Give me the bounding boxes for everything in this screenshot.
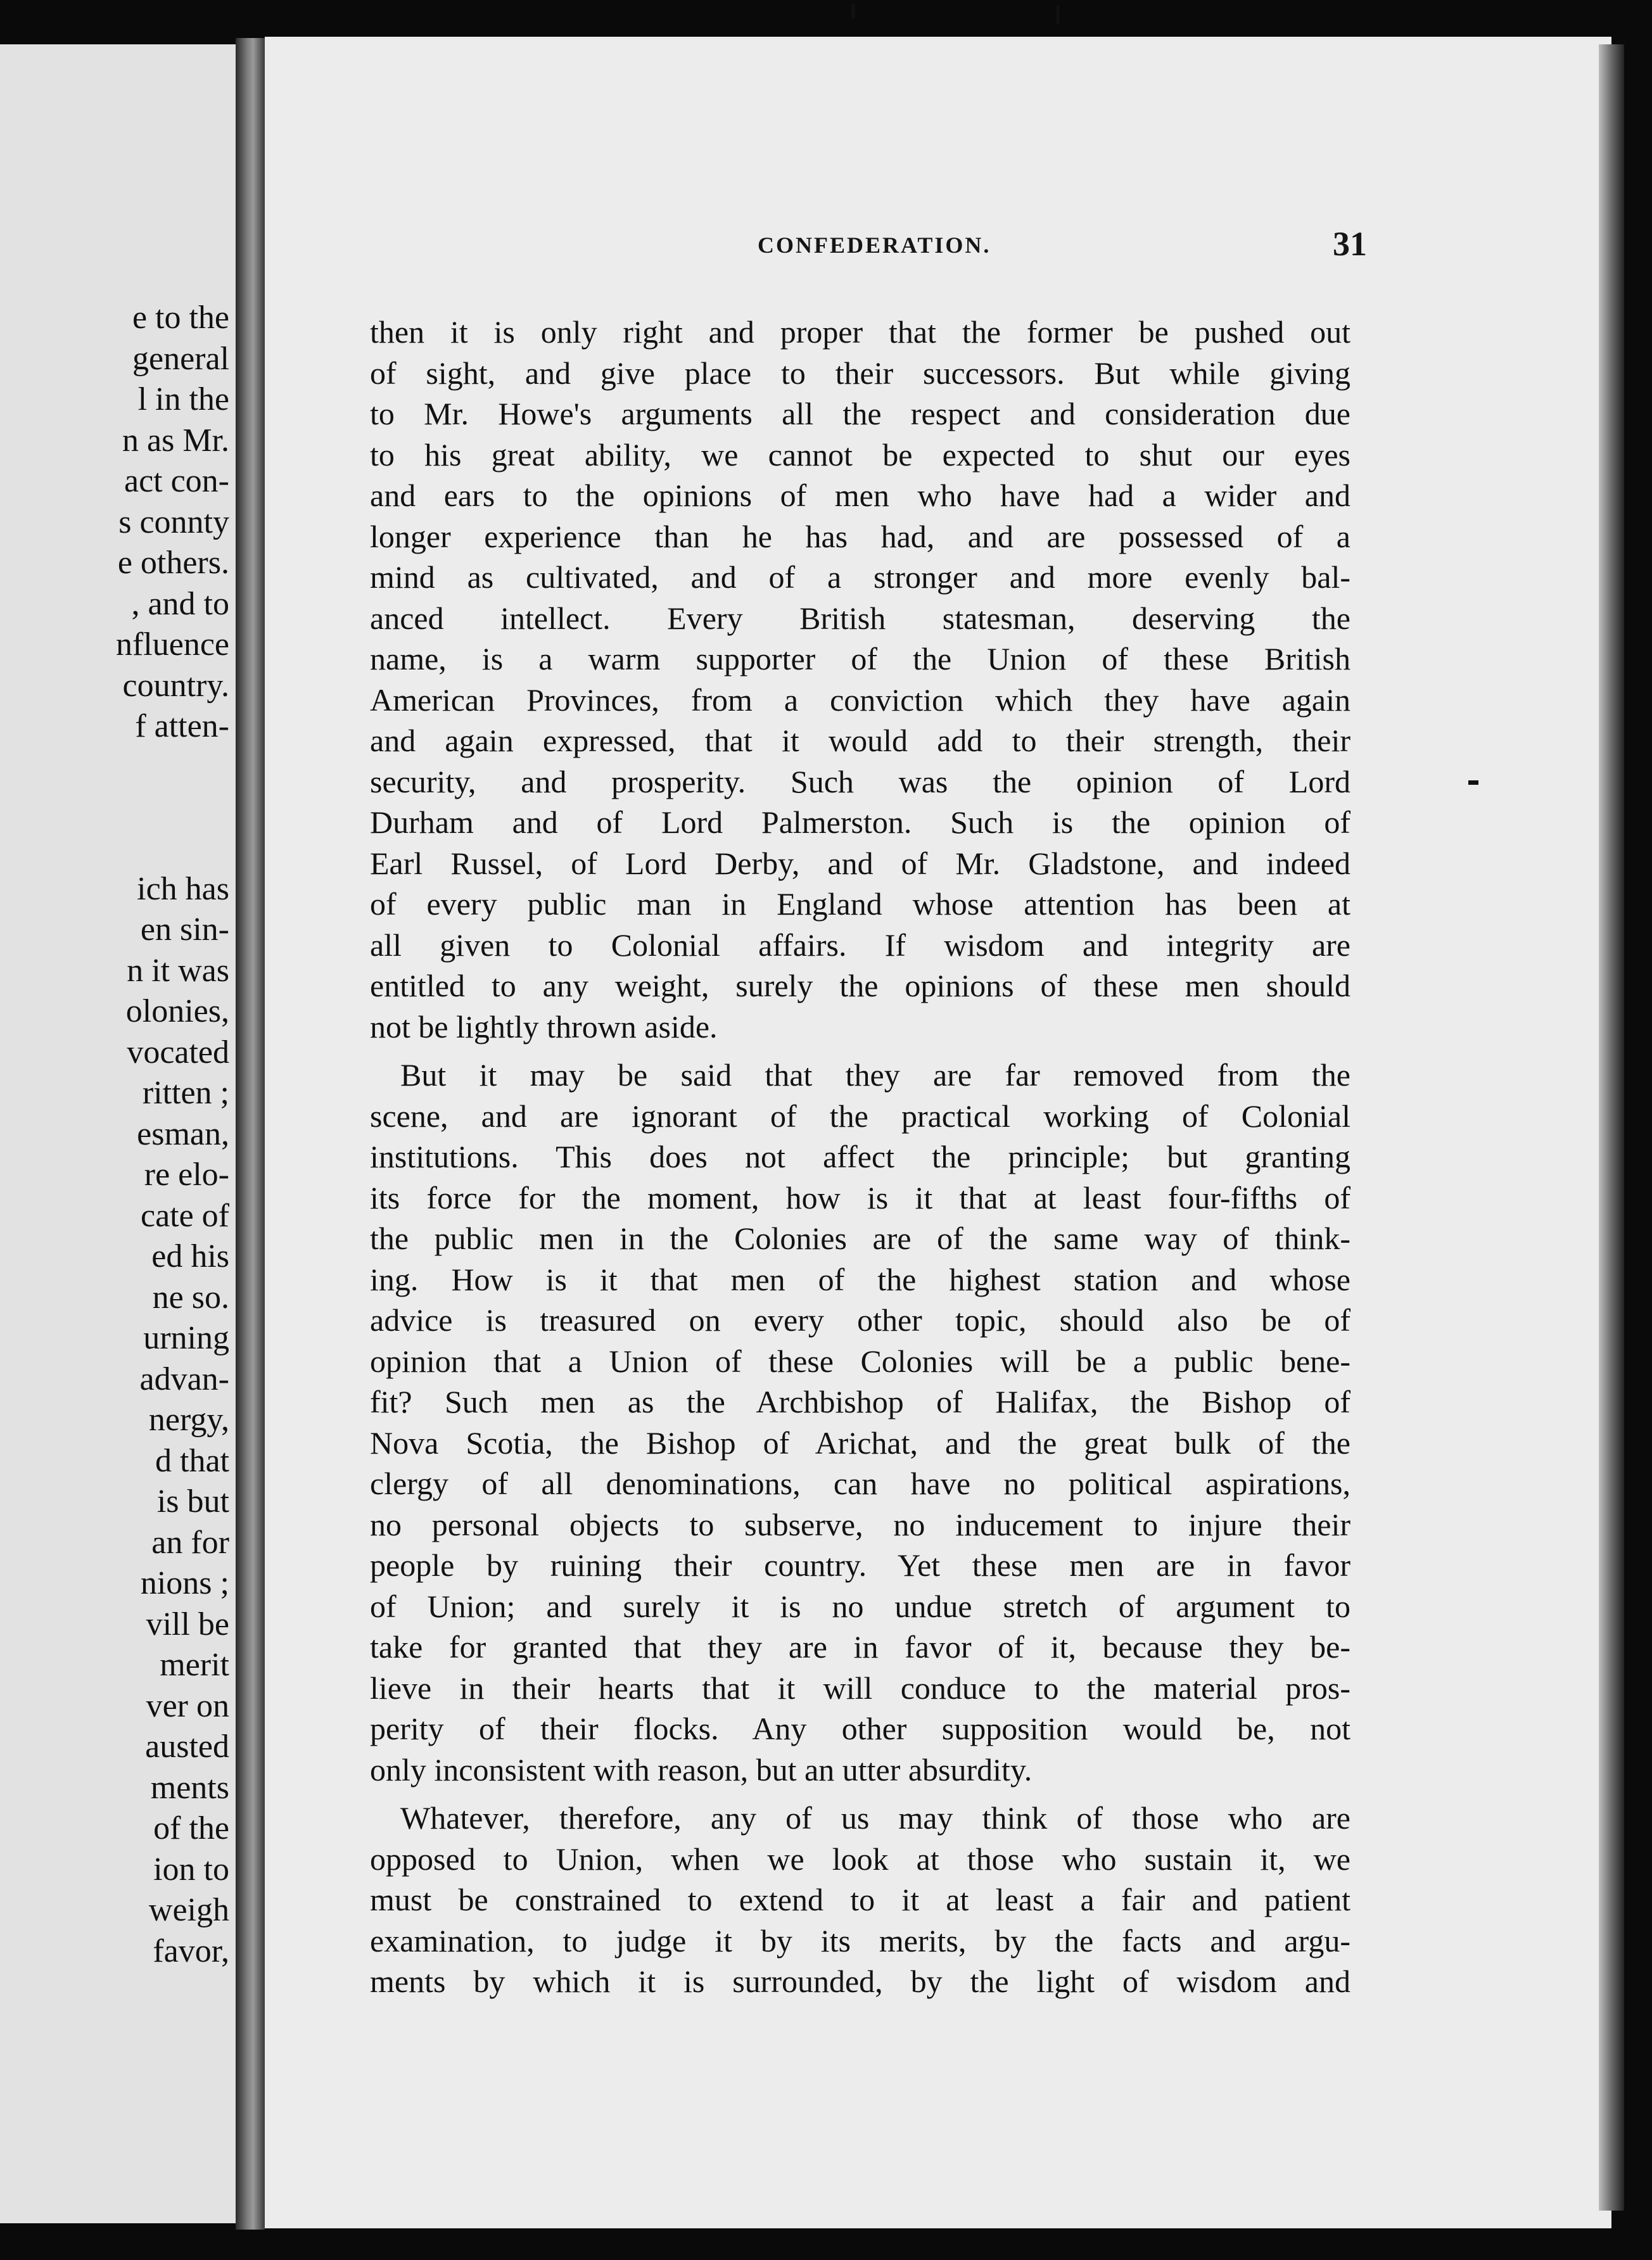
text-line: security, and prosperity. Such was the opinion of Lord — [370, 763, 1350, 799]
scan-speck — [1057, 5, 1059, 24]
text-line: But it may be said that they are far removed from the — [400, 1057, 1350, 1093]
facing-page-line: urning — [143, 1320, 229, 1356]
text-line: fit? Such men as the Archbishop of Halifax, the Bishop of — [370, 1384, 1350, 1419]
facing-page-line: ments — [150, 1769, 229, 1806]
scan-speck — [1468, 780, 1478, 785]
text-line: only inconsistent with reason, but an utter absurdity. — [370, 1751, 1032, 1787]
text-line: Whatever, therefore, any of us may think of those who are — [400, 1800, 1350, 1836]
text-line: scene, and are ignorant of the practical working of Colonial — [370, 1098, 1350, 1134]
text-line: people by ruining their country. Yet these men are in favor — [370, 1547, 1350, 1583]
text-line: take for granted that they are in favor of it, because they be- — [370, 1629, 1350, 1665]
text-line: lieve in their hearts that it will conduce to the material pros- — [370, 1670, 1350, 1706]
facing-page-line: merit — [160, 1647, 229, 1683]
facing-page-line: weigh — [148, 1892, 229, 1928]
text-line: name, is a warm supporter of the Union of these British — [370, 641, 1350, 676]
page-number: 31 — [1333, 225, 1367, 263]
facing-page-line: act con- — [124, 463, 229, 499]
running-head: CONFEDERATION. — [758, 232, 991, 258]
text-line: perity of their flocks. Any other supposition would be, not — [370, 1711, 1350, 1746]
text-line: American Provinces, from a conviction which they have again — [370, 682, 1350, 718]
text-line: of sight, and give place to their successors. But while giving — [370, 355, 1350, 391]
text-line: anced intellect. Every British statesman, deserving the — [370, 600, 1350, 636]
facing-page-line: f atten- — [135, 708, 229, 744]
text-line: ments by which it is surrounded, by the light of wisdom and — [370, 1964, 1350, 1999]
text-line: mind as cultivated, and of a stronger and more evenly bal- — [370, 559, 1350, 595]
facing-page-line: esman, — [137, 1115, 229, 1152]
facing-page-line: country. — [122, 667, 229, 704]
text-line: Durham and of Lord Palmerston. Such is the opinion of — [370, 804, 1350, 840]
facing-page-line: ed his — [151, 1238, 229, 1274]
text-line: Nova Scotia, the Bishop of Arichat, and the great bulk of the — [370, 1425, 1350, 1461]
book-gutter — [236, 38, 265, 2230]
text-line: of Union; and surely it is no undue stretch of argument to — [370, 1588, 1350, 1624]
facing-page-line: nergy, — [148, 1402, 229, 1438]
facing-page-line: , and to — [131, 585, 229, 622]
text-line: opinion that a Union of these Colonies will be a public bene- — [370, 1343, 1350, 1379]
facing-page-line: favor, — [153, 1933, 229, 1969]
facing-page-line: n as Mr. — [122, 422, 229, 459]
text-line: and ears to the opinions of men who have had a wider and — [370, 478, 1350, 513]
facing-page-line: e others. — [117, 545, 229, 581]
text-line: and again expressed, that it would add to their strength, their — [370, 723, 1350, 758]
facing-page-line: vocated — [127, 1034, 229, 1070]
text-line: then it is only right and proper that the former be pushed out — [370, 314, 1350, 350]
text-line: to his great ability, we cannot be expected to shut our eyes — [370, 436, 1350, 473]
facing-page-line: is but — [156, 1483, 229, 1520]
scan-speck — [851, 4, 855, 19]
facing-page-line: n it was — [127, 952, 229, 989]
page-edge — [1599, 44, 1624, 2211]
text-line: institutions. This does not affect the principle; but granting — [370, 1139, 1350, 1174]
facing-page-line: nfluence — [115, 626, 229, 663]
text-line: clergy of all denominations, can have no political aspirations, — [370, 1466, 1350, 1501]
text-line: Earl Russel, of Lord Derby, and of Mr. Gladstone, and indeed — [370, 845, 1350, 881]
text-line: opposed to Union, when we look at those who sustain it, we — [370, 1841, 1350, 1877]
facing-page-line: ich has — [137, 870, 229, 907]
facing-page-line: ver on — [146, 1687, 229, 1724]
text-line: to Mr. Howe's arguments all the respect and consideration due — [370, 396, 1350, 431]
facing-page-line: ion to — [153, 1851, 229, 1888]
facing-page-text — [0, 298, 229, 1972]
facing-page-line: re elo- — [144, 1157, 229, 1193]
text-line: ing. How is it that men of the highest station and whose — [370, 1261, 1350, 1297]
facing-page-line: d that — [155, 1442, 229, 1479]
facing-page-line: ritten ; — [142, 1075, 229, 1111]
facing-page-line: l in the — [137, 381, 229, 417]
paragraph — [370, 1798, 1350, 2002]
facing-page-line: s connty — [118, 504, 229, 540]
text-line: the public men in the Colonies are of the same way of think- — [370, 1221, 1350, 1256]
facing-page-line: advan- — [139, 1361, 229, 1397]
paragraph — [370, 1055, 1350, 1790]
facing-page-line: an for — [151, 1524, 229, 1561]
text-line: must be constrained to extend to it at least a fair and patient — [370, 1882, 1350, 1917]
body-text — [370, 312, 1350, 2010]
text-line: no personal objects to subserve, no inducement to injure their — [370, 1506, 1350, 1542]
text-line: entitled to any weight, surely the opinions of these men should — [370, 968, 1350, 1003]
text-line: longer experience than he has had, and are possessed of a — [370, 518, 1350, 554]
facing-page-line: general — [132, 340, 229, 377]
facing-page-line: nions ; — [140, 1565, 229, 1601]
facing-page-line: of the — [153, 1810, 229, 1846]
text-line: advice is treasured on every other topic, should also be of — [370, 1302, 1350, 1338]
facing-page-line: e to the — [132, 300, 229, 336]
facing-page-line: vill be — [146, 1606, 229, 1642]
facing-page-line: cate of — [140, 1197, 229, 1234]
text-line: examination, to judge it by its merits, by the facts and argu- — [370, 1922, 1350, 1958]
text-line: its force for the moment, how is it that at least four-fifths of — [370, 1179, 1350, 1216]
facing-page-fragment — [0, 44, 236, 2223]
text-line: not be lightly thrown aside. — [370, 1008, 718, 1044]
text-line: of every public man in England whose attention has been at — [370, 886, 1350, 922]
paragraph — [370, 312, 1350, 1047]
facing-page-line: olonies, — [125, 993, 229, 1029]
facing-page-line: en sin- — [140, 911, 229, 948]
text-line: all given to Colonial affairs. If wisdom and integrity are — [370, 927, 1350, 963]
facing-page-line: ne so. — [152, 1279, 229, 1316]
fragment-gap — [0, 747, 229, 869]
facing-page-line: austed — [145, 1729, 229, 1765]
